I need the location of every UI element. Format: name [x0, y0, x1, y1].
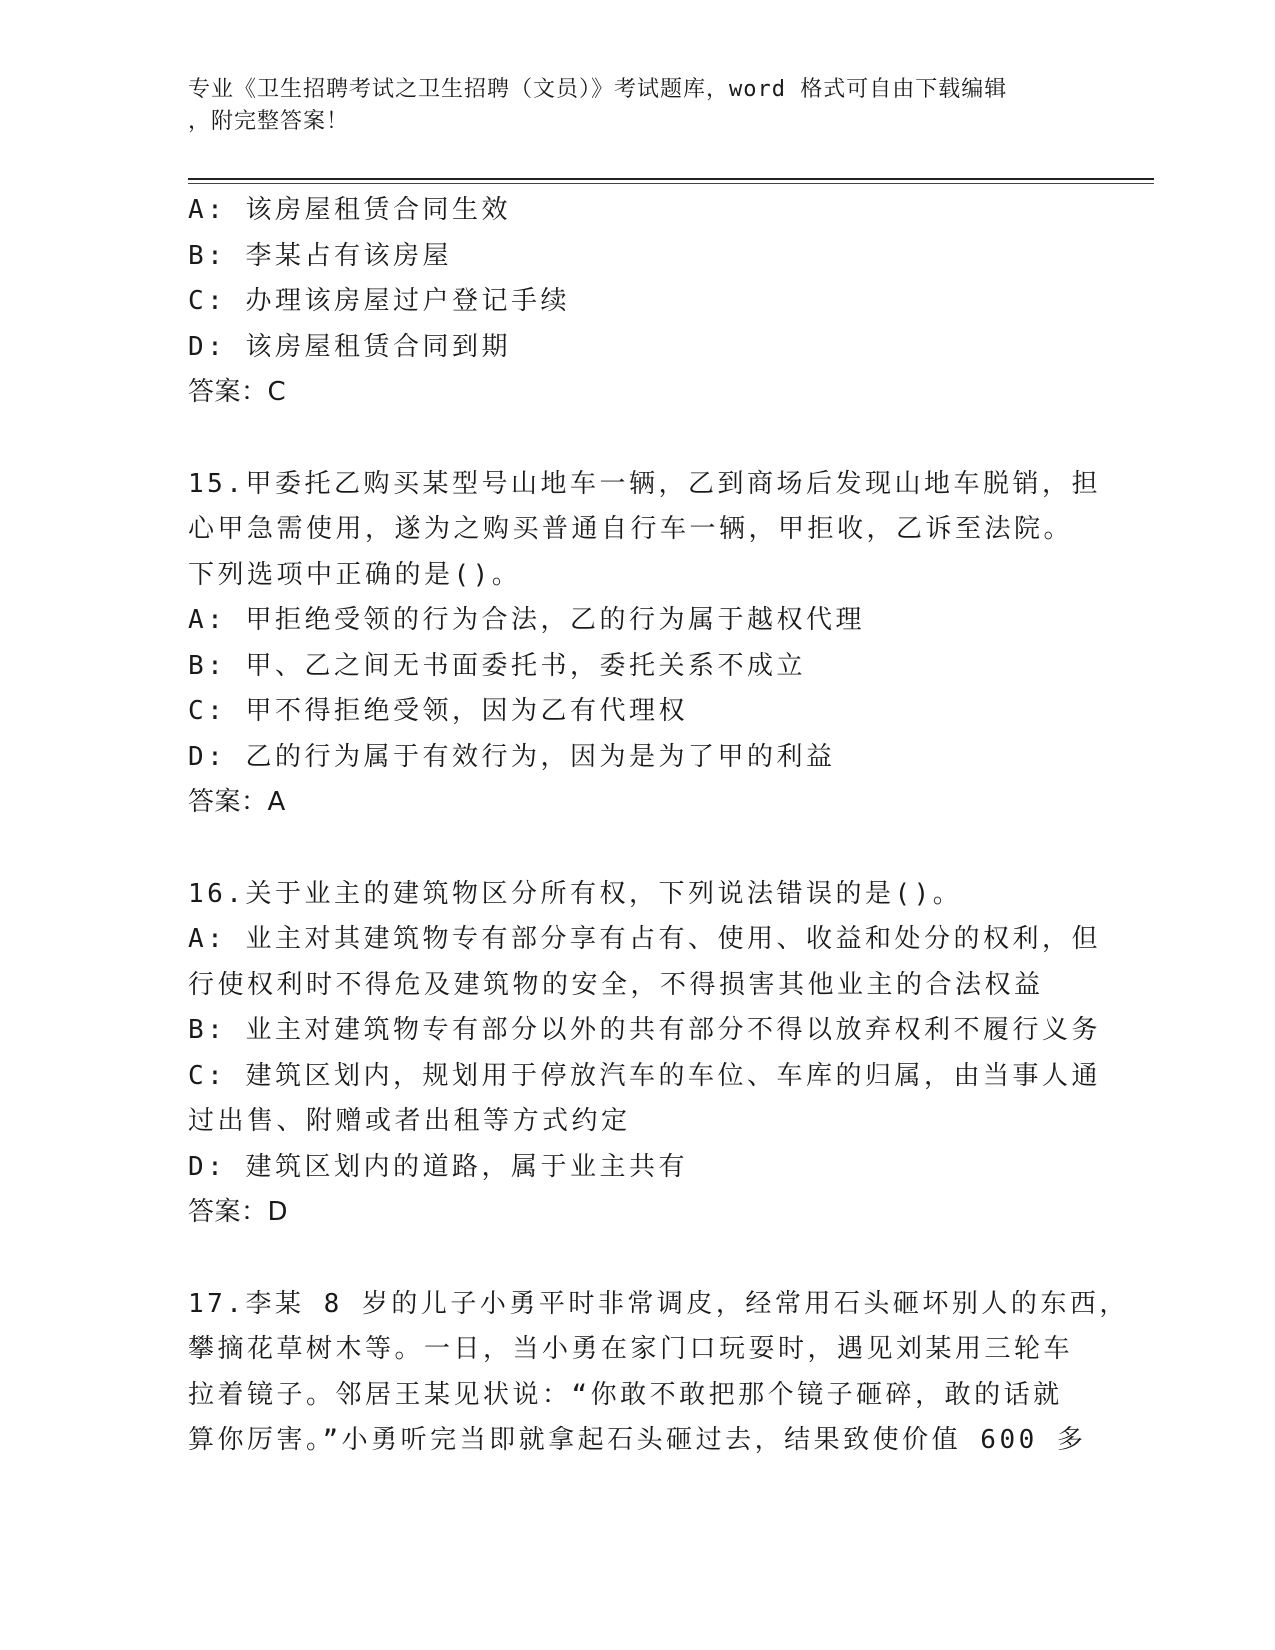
q15-answer: 答案：A [188, 787, 286, 817]
q17-stem-line-1: 17.李某 8 岁的儿子小勇平时非常调皮，经常用石头砸坏别人的东西， [188, 1288, 1129, 1319]
q17-stem-line-4: 算你厉害。”小勇听完当即就拿起石头砸过去，结果致使价值 600 多 [188, 1425, 1087, 1455]
question-17 [188, 1282, 1129, 1464]
q14-option-a: A: 该房屋租赁合同生效 [188, 195, 511, 225]
q16-option-a-line-1: A: 业主对其建筑物专有部分享有占有、使用、收益和处分的权利，但 [188, 924, 1101, 954]
q15-option-b: B: 甲、乙之间无书面委托书，委托关系不成立 [188, 650, 806, 681]
header-line-2: ，附完整答案！ [188, 109, 350, 134]
q15-option-d: D: 乙的行为属于有效行为，因为是为了甲的利益 [188, 741, 836, 772]
q14-option-b: B: 李某占有该房屋 [188, 240, 452, 271]
q17-stem-line-3: 拉着镜子。邻居王某见状说：“你敢不敢把那个镜子砸碎，敢的话就 [188, 1379, 1063, 1410]
question-15 [188, 462, 1101, 826]
header-line-1: 专业《卫生招聘考试之卫生招聘（文员）》考试题库，word 格式可自由下载编辑 [188, 77, 1008, 102]
q16-option-a-line-2: 行使权利时不得危及建筑物的安全，不得损害其他业主的合法权益 [188, 969, 1044, 1000]
spacer [188, 416, 1088, 462]
q16-option-b: B: 业主对建筑物专有部分以外的共有部分不得以放弃权利不履行义务 [188, 1015, 1101, 1045]
q14-answer: 答案：C [188, 377, 287, 407]
q14-option-d: D: 该房屋租赁合同到期 [188, 331, 511, 362]
document-body [188, 188, 1129, 1464]
document-header [188, 74, 1068, 138]
q17-stem-line-2: 攀摘花草树木等。一日，当小勇在家门口玩耍时，遇见刘某用三轮车 [188, 1334, 1074, 1364]
header-divider-thick [188, 178, 1154, 180]
q16-answer: 答案：D [188, 1197, 289, 1227]
q15-stem-line-2: 心甲急需使用，遂为之购买普通自行车一辆，甲拒收，乙诉至法院。 [188, 514, 1074, 544]
q16-stem-line-1: 16.关于业主的建筑物区分所有权，下列说法错误的是()。 [188, 878, 963, 909]
q15-option-a: A: 甲拒绝受领的行为合法，乙的行为属于越权代理 [188, 605, 865, 635]
q14-option-c: C: 办理该房屋过户登记手续 [188, 286, 570, 316]
q15-option-c: C: 甲不得拒绝受领，因为乙有代理权 [188, 696, 688, 726]
spacer [188, 1236, 1088, 1282]
spacer [188, 826, 1088, 872]
q16-option-c-line-2: 过出售、附赠或者出租等方式约定 [188, 1106, 631, 1136]
question-16 [188, 872, 1101, 1236]
header-divider-thin [188, 183, 1154, 184]
question-14 [188, 188, 1088, 416]
q16-option-d: D: 建筑区划内的道路，属于业主共有 [188, 1151, 688, 1182]
q15-stem-line-1: 15.甲委托乙购买某型号山地车一辆，乙到商场后发现山地车脱销，担 [188, 468, 1101, 499]
q16-option-c-line-1: C: 建筑区划内，规划用于停放汽车的车位、车库的归属，由当事人通 [188, 1060, 1101, 1091]
q15-stem-line-3: 下列选项中正确的是()。 [188, 559, 522, 590]
